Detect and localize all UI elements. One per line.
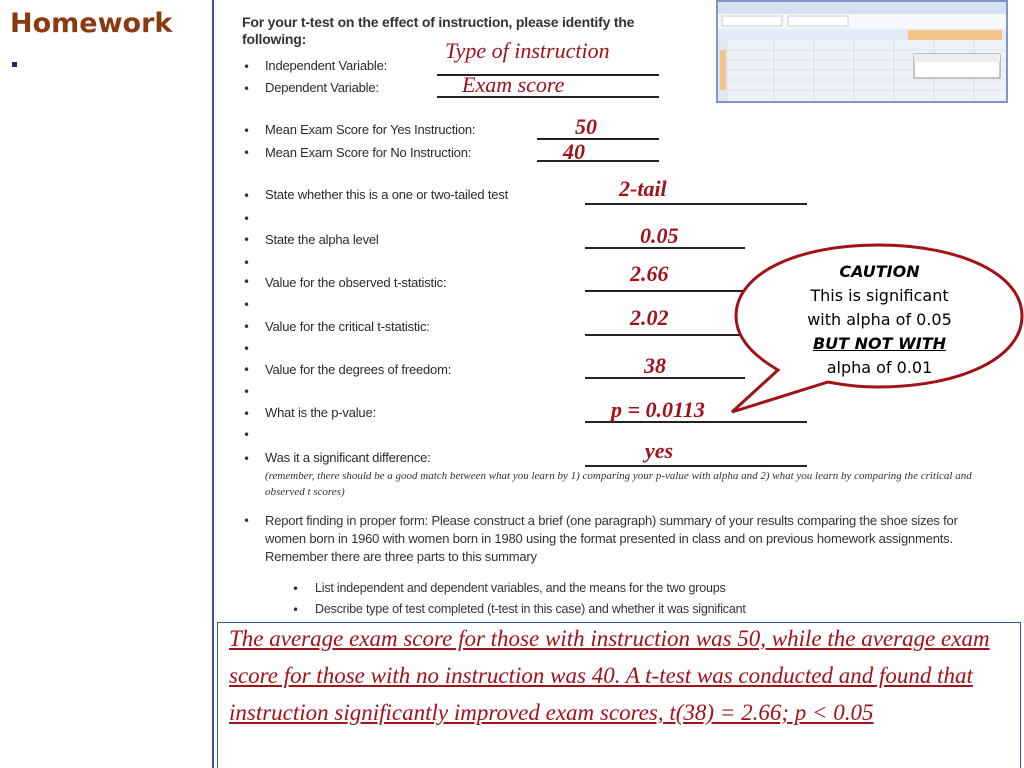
sub-bullet: • [292,603,300,617]
answer-mean-no: 40 [563,139,585,164]
label-degrees-freedom: Value for the degrees of freedom: [265,362,452,377]
bullet-dot [12,62,17,67]
answer-degrees-freedom: 38 [644,353,666,378]
caution-heading: CAUTION [839,262,920,281]
answer-alpha: 0.05 [640,223,679,248]
label-independent-variable: Independent Variable: [265,58,388,73]
sub-bullet: • [292,582,300,596]
worksheet-heading: For your t-test on the effect of instruction, please identify the following: [242,14,635,47]
answer-line [585,203,807,205]
caution-line: alpha of 0.01 [826,358,933,377]
answer-independent-variable: Type of instruction [445,38,610,63]
label-dependent-variable: Dependent Variable: [265,80,379,95]
label-critical-t: Value for the critical t-statistic: [265,319,430,334]
report-instructions: Report finding in proper form: Please construct a brief (one paragraph) summary of your results comparing the shoe sizes for women born in 1960 with women born in 1980 using the format presented in class and on previous homework assignments. Remember there are three parts to this summary [265,513,958,564]
answer-p-value: p = 0.0113 [611,397,705,422]
label-alpha: State the alpha level [265,232,379,247]
label-significant: Was it a significant difference: [265,450,431,465]
report-subitem: List independent and dependent variables, and the means for the two groups [315,581,726,595]
caution-line: This is significant [810,286,949,305]
caution-callout-text [762,260,997,380]
summary-paragraph: The average exam score for those with instruction was 50, while the average exam score for those with no instruction was 40. A t-test was conducted and found that instruction significantly improved exam scores, t(38) = 2.66; p < 0.05 [229,626,990,725]
answer-line [585,465,807,467]
answer-line [537,160,659,162]
answer-significant: yes [645,438,674,463]
label-mean-no: Mean Exam Score for No Instruction: [265,145,472,160]
label-observed-t: Value for the observed t-statistic: [265,275,447,290]
caution-line: with alpha of 0.05 [807,310,952,329]
spreadsheet-grid-icon [718,2,1006,101]
slide-title: Homework [10,8,173,39]
spreadsheet-thumbnail [716,0,1008,103]
label-p-value: What is the p-value: [265,405,376,420]
answer-tails: 2-tail [619,176,667,201]
answer-line [537,138,659,140]
label-mean-yes: Mean Exam Score for Yes Instruction: [265,122,476,137]
answer-observed-t: 2.66 [630,261,669,286]
answer-dependent-variable: Exam score [462,72,565,97]
caution-emphasis: BUT NOT WITH [812,334,947,353]
report-subitem: Describe type of test completed (t-test in this case) and whether it was significant [315,602,746,616]
label-tails: State whether this is a one or two-tailed test [265,187,508,202]
answer-critical-t: 2.02 [630,305,669,330]
worksheet-note: (remember, there should be a good match between what you learn by 1) comparing your p-value with alpha and 2) what you learn by comparing the critical and observed t scores) [265,470,972,498]
answer-mean-yes: 50 [575,114,597,139]
